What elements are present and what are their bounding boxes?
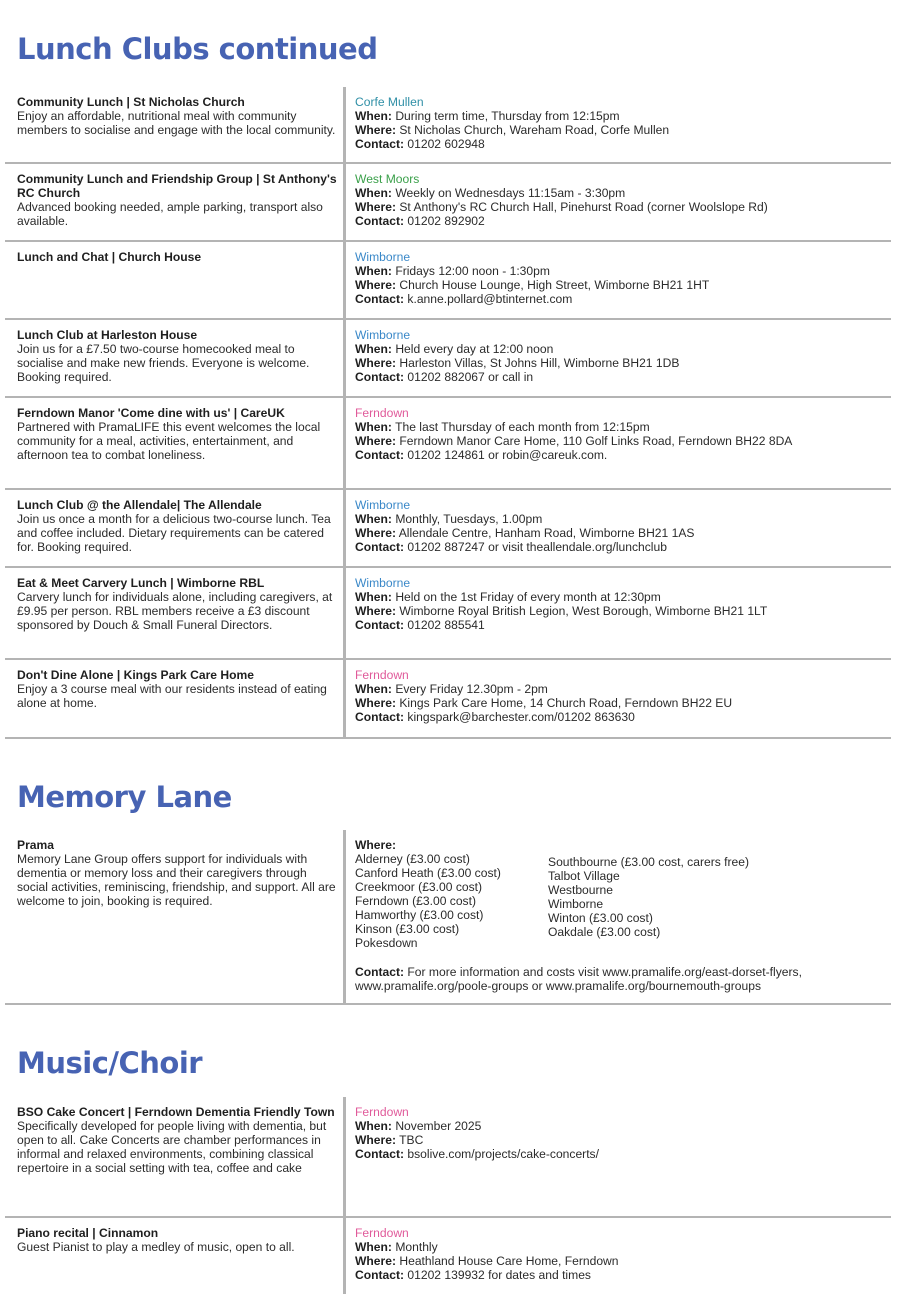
page-title: Lunch Clubs continued xyxy=(17,32,378,66)
when-label: When: xyxy=(355,109,392,123)
event-where: Harleston Villas, St Johns Hill, Wimborne BH21 1DB xyxy=(396,356,680,370)
event-when: Every Friday 12.30pm - 2pm xyxy=(391,682,548,696)
event-location: Corfe Mullen xyxy=(355,95,424,109)
place-item: Winton (£3.00 cost) xyxy=(548,911,653,925)
event-where: St Nicholas Church, Wareham Road, Corfe Mullen xyxy=(396,123,670,137)
place-item: Pokesdown xyxy=(355,936,418,950)
place-item: Alderney (£3.00 cost) xyxy=(355,852,470,866)
event-description: Enjoy a 3 course meal with our residents instead of eating alone at home. xyxy=(17,682,327,710)
list-item xyxy=(5,164,891,242)
event-where: Allendale Centre, Hanham Road, Wimborne BH21 1AS xyxy=(396,526,695,540)
contact-label: Contact: xyxy=(355,137,405,151)
when-label: When: xyxy=(355,264,392,278)
where-label: Where: xyxy=(355,604,396,618)
event-title: Ferndown Manor 'Come dine with us' | CareUK xyxy=(17,406,285,420)
where-label: Where: xyxy=(355,278,396,292)
event-when: The last Thursday of each month from 12:15pm xyxy=(391,420,650,434)
when-label: When: xyxy=(355,342,392,356)
event-where: Ferndown Manor Care Home, 110 Golf Links Road, Ferndown BH22 8DA xyxy=(396,434,793,448)
when-label: When: xyxy=(355,590,392,604)
list-item xyxy=(5,320,891,398)
list-item xyxy=(5,1097,891,1218)
event-when: Weekly on Wednesdays 11:15am - 3:30pm xyxy=(391,186,626,200)
event-title: Piano recital | Cinnamon xyxy=(17,1226,159,1240)
event-description: Guest Pianist to play a medley of music, open to all. xyxy=(17,1240,295,1254)
place-item: Westbourne xyxy=(548,883,613,897)
event-description: Join us once a month for a delicious two-course lunch. Tea and coffee included. Dietary requirements can be catered for. Booking required. xyxy=(17,512,331,554)
event-title: Lunch Club at Harleston House xyxy=(17,328,198,342)
contact-label: Contact: xyxy=(355,1147,405,1161)
list-item xyxy=(5,830,891,1005)
list-item xyxy=(5,568,891,660)
where-label: Where: xyxy=(355,838,396,852)
event-contact: 01202 885541 xyxy=(404,618,485,632)
event-description: Advanced booking needed, ample parking, transport also available. xyxy=(17,200,323,228)
event-contact: 01202 892902 xyxy=(404,214,485,228)
place-item: Talbot Village xyxy=(548,869,620,883)
event-when: November 2025 xyxy=(391,1119,482,1133)
list-item xyxy=(5,242,891,320)
column-divider xyxy=(343,660,346,739)
event-where: Heathland House Care Home, Ferndown xyxy=(396,1254,619,1268)
contact-label: Contact: xyxy=(355,540,405,554)
column-divider xyxy=(343,490,346,568)
event-description: Partnered with PramaLIFE this event welcomes the local community for a meal, activities, entertainment, and afternoon tea to combat loneliness. xyxy=(17,420,321,462)
event-location: Ferndown xyxy=(355,406,409,420)
place-item: Ferndown (£3.00 cost) xyxy=(355,894,476,908)
where-label: Where: xyxy=(355,696,396,710)
event-title: Lunch and Chat | Church House xyxy=(17,250,202,264)
event-contact: k.anne.pollard@btinternet.com xyxy=(404,292,573,306)
place-item: Canford Heath (£3.00 cost) xyxy=(355,866,501,880)
event-contact: 01202 124861 or robin@careuk.com. xyxy=(404,448,608,462)
place-item: Creekmoor (£3.00 cost) xyxy=(355,880,483,894)
when-label: When: xyxy=(355,420,392,434)
event-title: Community Lunch | St Nicholas Church xyxy=(17,95,245,109)
event-contact: 01202 139932 for dates and times xyxy=(404,1268,591,1282)
event-contact: 01202 887247 or visit theallendale.org/lunchclub xyxy=(404,540,667,554)
contact-label: Contact: xyxy=(355,214,405,228)
event-description: Join us for a £7.50 two-course homecooked meal to socialise and make new friends. Everyone is welcome. Booking required. xyxy=(17,342,310,384)
section-title-memory-lane: Memory Lane xyxy=(17,780,232,814)
event-when: Monthly, Tuesdays, 1.00pm xyxy=(391,512,543,526)
event-description: Carvery lunch for individuals alone, including caregivers, at £9.95 per person. RBL members receive a £3 discount sponsored by Douch & Small Funeral Directors. xyxy=(17,590,333,632)
where-label: Where: xyxy=(355,434,396,448)
event-where: St Anthony's RC Church Hall, Pinehurst Road (corner Woolslope Rd) xyxy=(396,200,768,214)
event-location: Ferndown xyxy=(355,1226,409,1240)
event-where: Wimborne Royal British Legion, West Borough, Wimborne BH21 1LT xyxy=(396,604,768,618)
list-item xyxy=(5,660,891,739)
where-label: Where: xyxy=(355,1254,396,1268)
when-label: When: xyxy=(355,186,392,200)
event-location: Ferndown xyxy=(355,668,409,682)
event-title: Lunch Club @ the Allendale| The Allendale xyxy=(17,498,262,512)
event-contact-continued: www.pramalife.org/poole-groups or www.pramalife.org/bournemouth-groups xyxy=(355,979,762,993)
contact-label: Contact: xyxy=(355,448,405,462)
event-where: Church House Lounge, High Street, Wimborne BH21 1HT xyxy=(396,278,710,292)
event-contact: 01202 602948 xyxy=(404,137,485,151)
contact-label: Contact: xyxy=(355,710,405,724)
event-contact: kingspark@barchester.com/01202 863630 xyxy=(404,710,635,724)
event-title: Eat & Meet Carvery Lunch | Wimborne RBL xyxy=(17,576,265,590)
column-divider xyxy=(343,830,346,1005)
column-divider xyxy=(343,242,346,320)
event-contact: 01202 882067 or call in xyxy=(404,370,534,384)
column-divider xyxy=(343,398,346,490)
event-title: Don't Dine Alone | Kings Park Care Home xyxy=(17,668,254,682)
place-item: Southbourne (£3.00 cost, carers free) xyxy=(548,855,749,869)
contact-label: Contact: xyxy=(355,618,405,632)
event-location: Wimborne xyxy=(355,576,411,590)
event-location: West Moors xyxy=(355,172,420,186)
where-label: Where: xyxy=(355,526,396,540)
where-label: Where: xyxy=(355,356,396,370)
list-item xyxy=(5,398,891,490)
contact-label: Contact: xyxy=(355,370,405,384)
list-item xyxy=(5,1218,891,1294)
event-location: Wimborne xyxy=(355,328,411,342)
column-divider xyxy=(343,1097,346,1218)
event-location: Wimborne xyxy=(355,250,411,264)
event-description: Memory Lane Group offers support for individuals with dementia or memory loss and their caregivers through social activities, reminiscing, friendship, and support. All are welcome to join, booking is required. xyxy=(17,852,336,908)
list-item xyxy=(5,87,891,164)
section-title-music-choir: Music/Choir xyxy=(17,1046,203,1080)
column-divider xyxy=(343,320,346,398)
place-item: Oakdale (£3.00 cost) xyxy=(548,925,661,939)
where-label: Where: xyxy=(355,1133,396,1147)
event-title: BSO Cake Concert | Ferndown Dementia Friendly Town xyxy=(17,1105,335,1119)
event-location: Ferndown xyxy=(355,1105,409,1119)
event-where: Kings Park Care Home, 14 Church Road, Ferndown BH22 EU xyxy=(396,696,733,710)
event-title: Prama xyxy=(17,838,54,852)
place-item: Wimborne xyxy=(548,897,604,911)
event-title: Community Lunch and Friendship Group | St Anthony's RC Church xyxy=(17,172,337,200)
event-where: TBC xyxy=(396,1133,424,1147)
where-label: Where: xyxy=(355,123,396,137)
event-location: Wimborne xyxy=(355,498,411,512)
column-divider xyxy=(343,1218,346,1294)
when-label: When: xyxy=(355,512,392,526)
where-label: Where: xyxy=(355,200,396,214)
event-when: During term time, Thursday from 12:15pm xyxy=(391,109,620,123)
contact-label: Contact: xyxy=(355,965,405,979)
event-when: Held on the 1st Friday of every month at 12:30pm xyxy=(391,590,661,604)
place-item: Kinson (£3.00 cost) xyxy=(355,922,460,936)
list-item xyxy=(5,490,891,568)
column-divider xyxy=(343,568,346,660)
event-when: Fridays 12:00 noon - 1:30pm xyxy=(391,264,550,278)
event-contact: For more information and costs visit www.pramalife.org/east-dorset-flyers, xyxy=(404,965,802,979)
when-label: When: xyxy=(355,1119,392,1133)
event-contact: bsolive.com/projects/cake-concerts/ xyxy=(404,1147,599,1161)
column-divider xyxy=(343,87,346,164)
column-divider xyxy=(343,164,346,242)
event-when: Monthly xyxy=(391,1240,438,1254)
event-description: Specifically developed for people living with dementia, but open to all. Cake Concerts are chamber performances in informal and relaxed environments, combining classical repertoire in a social setting with tea, coffee and cake xyxy=(17,1119,327,1175)
event-when: Held every day at 12:00 noon xyxy=(391,342,554,356)
when-label: When: xyxy=(355,1240,392,1254)
place-item: Hamworthy (£3.00 cost) xyxy=(355,908,484,922)
contact-label: Contact: xyxy=(355,292,405,306)
when-label: When: xyxy=(355,682,392,696)
contact-label: Contact: xyxy=(355,1268,405,1282)
event-description: Enjoy an affordable, nutritional meal with community members to socialise and engage with the local community. xyxy=(17,109,336,137)
